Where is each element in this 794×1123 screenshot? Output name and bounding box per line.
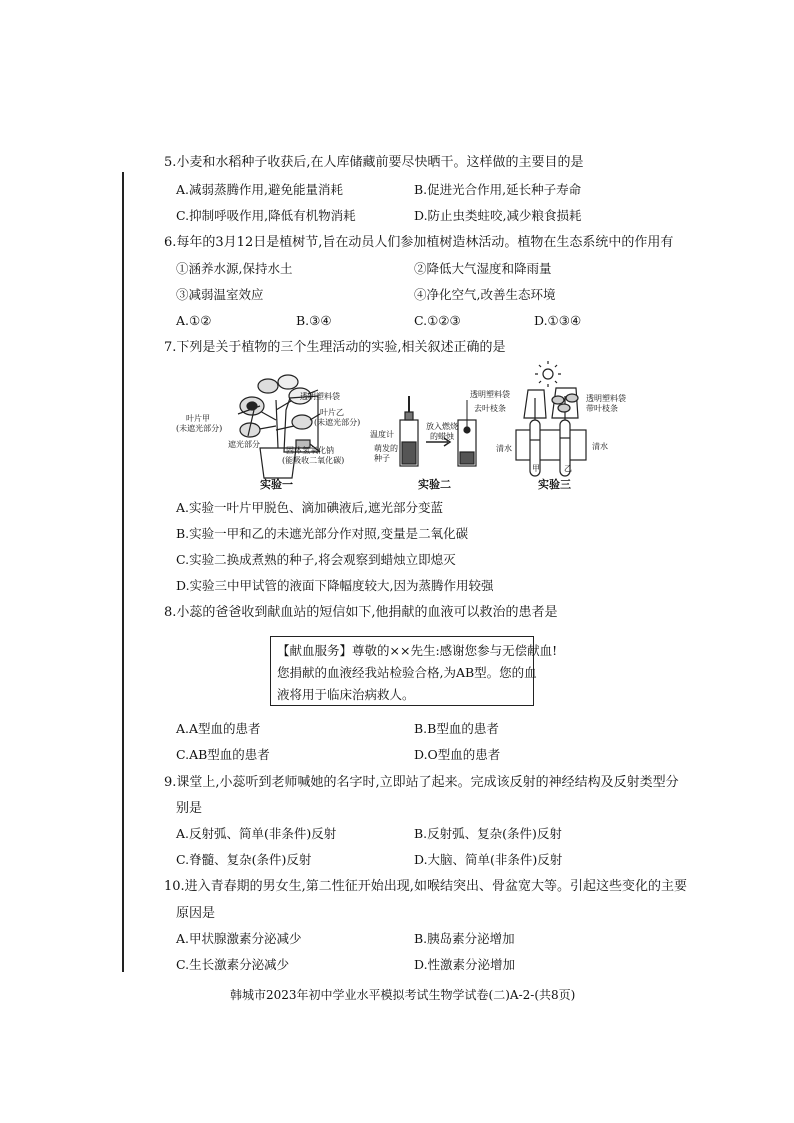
exp1-title: 实验一 [260,478,293,491]
q9-option-d: D.大脑、简单(非条件)反射 [414,852,563,867]
label-candle-2: 的蜡烛 [430,432,454,441]
q5-option-b: B.促进光合作用,延长种子寿命 [414,182,582,197]
q6-option-d: D.①③④ [534,313,582,328]
q6-option-a: A.①② [176,313,212,328]
q5-option-d: D.防止虫类蛀咬,减少粮食损耗 [414,208,582,223]
label-tube-b: 乙 [564,464,572,473]
label-leaf-a-note: (未遮光部分) [176,424,223,433]
label-bag-3b: 透明塑料袋 [586,394,626,403]
q6-option-c: C.①②③ [414,313,461,328]
exp2-title: 实验二 [418,478,451,491]
label-tube-a: 甲 [532,464,540,473]
q6-statement-1: ①涵养水源,保持水土 [176,261,293,276]
q6-statement-3: ③减弱温室效应 [176,287,264,302]
binding-margin-line [122,172,124,972]
q8-option-a: A.A型血的患者 [176,721,261,736]
exp3-title: 实验三 [538,478,571,491]
q6-stem: 6.每年的3月12日是植树节,旨在动员人们参加植树造林活动。植物在生态系统中的作用有 [164,235,674,250]
q9-stem: 9.课堂上,小蕊听到老师喊她的名字时,立即站了起来。完成该反射的神经结构及反射类型分 [164,775,679,790]
q10-option-b: B.胰岛素分泌增加 [414,931,515,946]
page-footer: 韩城市2023年初中学业水平模拟考试生物学试卷(二)A-2-(共8页) [230,988,576,1002]
q9-option-c: C.脊髓、复杂(条件)反射 [176,852,312,867]
q10-stem: 10.进入青春期的男女生,第二性征开始出现,如喉结突出、骨盆宽大等。引起这些变化的主要 [164,879,687,894]
label-bag-1: 透明塑料袋 [300,392,340,401]
candle-flame [464,427,470,433]
q8-stem: 8.小蕊的爸爸收到献血站的短信如下,他捐献的血液可以救治的患者是 [164,605,558,620]
notice-line-2: 您捐献的血液经我站检验合格,为AB型。您的血 [277,665,537,680]
q9-stem-2: 别是 [176,801,203,816]
label-with-leaves: 带叶枝条 [586,404,618,413]
q7-option-a: A.实验一叶片甲脱色、滴加碘液后,遮光部分变蓝 [176,500,443,515]
label-shade: 遮光部分 [228,440,260,449]
label-leaf-b-note: (未遮光部分) [314,418,361,427]
q10-option-d: D.性激素分泌增加 [414,957,516,972]
leaf-b [292,415,312,429]
q5-option-c: C.抑制呼吸作用,降低有机物消耗 [176,208,356,223]
q6-statement-4: ④净化空气,改善生态环境 [414,287,556,302]
label-water-left: 清水 [496,444,512,453]
q6-option-b: B.③④ [296,313,332,328]
q9-option-a: A.反射弧、简单(非条件)反射 [176,826,337,841]
q6-statement-2: ②降低大气湿度和降雨量 [414,261,552,276]
q7-experiment-figure [168,360,648,496]
label-leaf-b: 叶片乙 [320,408,344,417]
q7-option-b: B.实验一甲和乙的未遮光部分作对照,变量是二氧化碳 [176,526,469,541]
germinating-seeds [402,442,416,464]
label-candle: 放入燃烧 [426,422,458,431]
label-solid-naoh: 固体氢氧化钠 [286,446,334,455]
q8-option-b: B.B型血的患者 [414,721,499,736]
label-water-right: 清水 [592,442,608,451]
q10-stem-2: 原因是 [176,906,216,921]
q10-option-a: A.甲状腺激素分泌减少 [176,931,302,946]
q5-stem: 5.小麦和水稻种子收获后,在人库储藏前要尽快晒干。这样做的主要目的是 [164,155,584,170]
q8-option-d: D.O型血的患者 [414,747,501,762]
label-leaf-a: 叶片甲 [186,414,210,423]
sms-notice-box [270,636,558,706]
notice-line-1: 【献血服务】尊敬的××先生:感谢您参与无偿献血! [277,643,558,658]
experiment-diagram [168,360,648,496]
q5-option-a: A.减弱蒸腾作用,避免能量消耗 [176,182,343,197]
q7-stem: 7.下列是关于植物的三个生理活动的实验,相关叙述正确的是 [164,340,506,355]
q8-option-c: C.AB型血的患者 [176,747,270,762]
q10-option-c: C.生长激素分泌减少 [176,957,290,972]
notice-line-3: 液将用于临床治病救人。 [277,687,415,702]
q7-option-c: C.实验二换成煮熟的种子,将会观察到蜡烛立即熄灭 [176,552,456,567]
sun-icon [543,369,553,379]
label-thermometer: 温度计 [370,430,394,439]
label-bag-3a: 透明塑料袋 [470,390,510,399]
tube-rack [516,430,586,460]
q9-option-b: B.反射弧、复杂(条件)反射 [414,826,562,841]
label-seeds: 萌发的 [374,444,398,453]
label-seeds-2: 种子 [374,454,390,463]
label-solid-naoh-note: (能吸收二氧化碳) [282,456,345,465]
q7-option-d: D.实验三中甲试管的液面下降幅度较大,因为蒸腾作用较强 [176,578,494,593]
label-remove-leaves: 去叶枝条 [474,404,506,413]
